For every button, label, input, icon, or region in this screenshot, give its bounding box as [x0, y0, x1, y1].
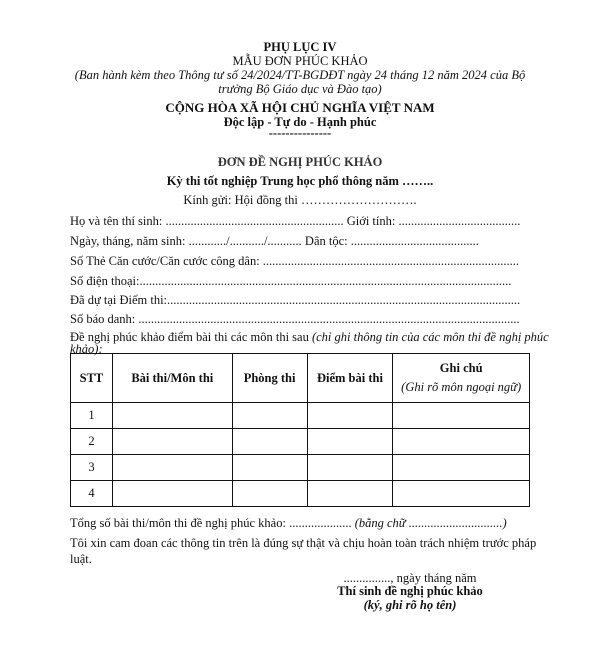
table-row — [71, 403, 530, 429]
table-row — [71, 481, 530, 507]
row-note — [393, 455, 530, 481]
candidate-number-field: Số báo danh: .......................................................................................................................... — [70, 312, 520, 326]
row-score — [307, 429, 393, 455]
header-room: Phòng thi — [232, 354, 307, 403]
country-name: CỘNG HÒA XÃ HỘI CHỦ NGHĨA VIỆT NAM — [165, 100, 435, 115]
appendix-title: PHỤ LỤC IV — [263, 40, 337, 54]
pledge-line-2: luật. — [70, 552, 92, 566]
total-text: Tổng số bài thi/môn thi đề nghị phúc khảo: .................... — [70, 516, 355, 530]
form-name: MẪU ĐƠN PHÚC KHẢO — [232, 54, 368, 68]
motto-separator: --------------- — [268, 126, 332, 140]
table-row — [71, 455, 530, 481]
request-note: (chỉ ghi thông tin của các môn thi đề nghị phúc — [311, 330, 549, 344]
row-subject — [112, 455, 232, 481]
row-room — [232, 455, 307, 481]
pledge-line-1: Tôi xin cam đoan các thông tin trên là đúng sự thật và chịu hoàn toàn trách nhiệm trước pháp — [70, 536, 537, 550]
subjects-table — [70, 353, 530, 507]
total-in-words: (bằng chữ ..............................) — [354, 516, 507, 530]
header-subject: Bài thi/Môn thi — [112, 354, 232, 403]
dob-field: Ngày, tháng, năm sinh: ............/.........../........... Dân tộc: ......................................... — [70, 234, 479, 248]
header-note — [393, 354, 530, 403]
row-subject — [112, 481, 232, 507]
row-stt: 3 — [71, 455, 113, 481]
row-note — [393, 429, 530, 455]
row-stt: 1 — [71, 403, 113, 429]
phone-field: Số điện thoại:....................................................................................................................... — [70, 274, 512, 288]
name-field: Họ và tên thí sinh: ......................................................... Giới tính: ....................................... — [70, 214, 521, 228]
header-note-label: Ghi chú — [439, 361, 483, 375]
row-stt: 2 — [71, 429, 113, 455]
table-header-row — [71, 354, 530, 403]
addressee: Kính gửi: Hội đồng thi ………………………. — [183, 193, 417, 207]
exam-site-field: Đã dự tại Điểm thi:................................................................................................................. — [70, 293, 521, 307]
issued-line-1: (Ban hành kèm theo Thông tư số 24/2024/TT-BGDĐT ngày 24 tháng 12 năm 2024 của Bộ — [74, 68, 526, 82]
signature-date: ..............., ngày tháng năm — [343, 571, 477, 585]
row-subject — [112, 403, 232, 429]
row-note — [393, 403, 530, 429]
signature-instruction: (ký, ghi rõ họ tên) — [363, 598, 457, 612]
exam-title: Kỳ thi tốt nghiệp Trung học phổ thông năm …….. — [166, 174, 434, 188]
issued-line-2: trưởng Bộ Giáo dục và Đào tạo) — [218, 82, 382, 96]
request-note-continued: khảo): — [70, 342, 103, 356]
signature-role: Thí sinh đề nghị phúc khảo — [337, 584, 483, 598]
row-stt: 4 — [71, 481, 113, 507]
row-room — [232, 481, 307, 507]
total-line — [70, 516, 507, 531]
request-line — [70, 330, 549, 345]
row-subject — [112, 429, 232, 455]
id-card-field: Số Thẻ Căn cước/Căn cước công dân: .................................................................................. — [70, 254, 520, 268]
motto: Độc lập - Tự do - Hạnh phúc — [223, 115, 377, 129]
request-prefix: Đề nghị phúc khảo điểm bài thi các môn thi sau — [70, 330, 312, 344]
row-score — [307, 403, 393, 429]
row-score — [307, 455, 393, 481]
header-score: Điểm bài thi — [307, 354, 393, 403]
table-row — [71, 429, 530, 455]
header-note-sub: (Ghi rõ môn ngoại ngữ) — [401, 380, 522, 394]
row-note — [393, 481, 530, 507]
row-score — [307, 481, 393, 507]
row-room — [232, 403, 307, 429]
header-stt: STT — [71, 354, 113, 403]
form-title: ĐƠN ĐỀ NGHỊ PHÚC KHẢO — [217, 155, 383, 169]
row-room — [232, 429, 307, 455]
